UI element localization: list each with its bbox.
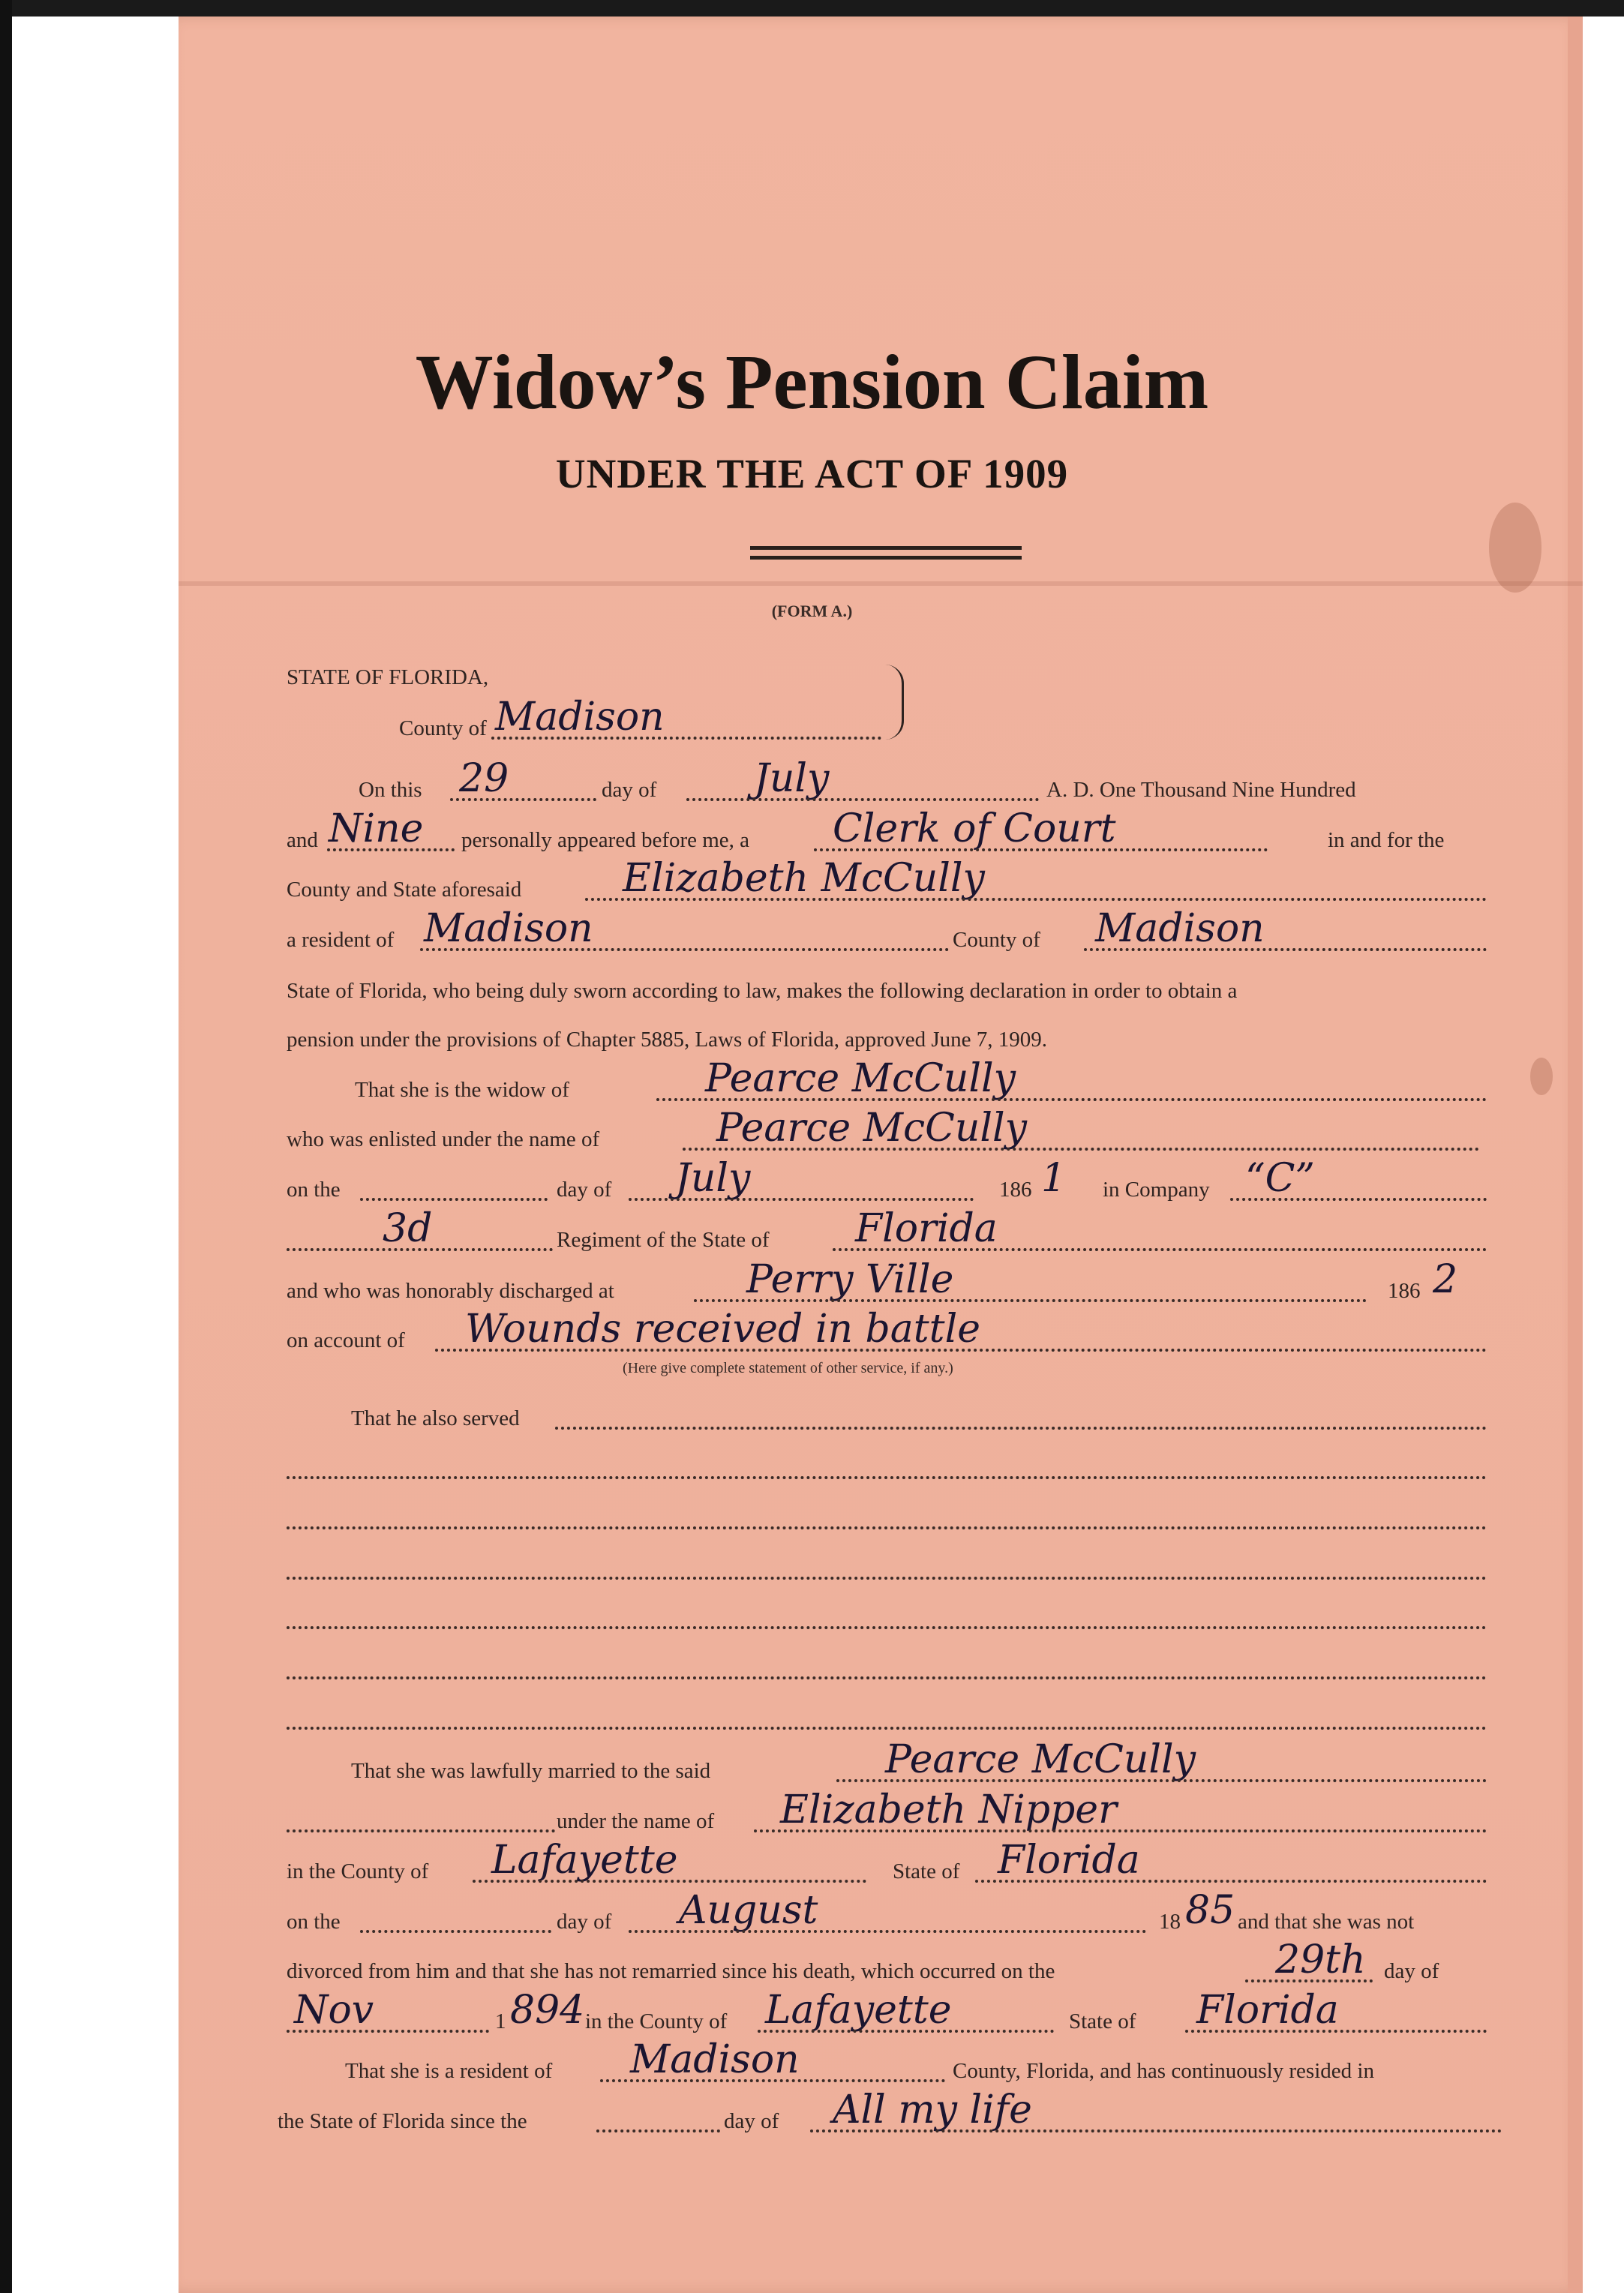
on-the-label: on the — [287, 1910, 341, 1934]
fill-line — [360, 1930, 551, 1933]
month-value: July — [754, 756, 830, 801]
page-title: Widow’s Pension Claim — [415, 339, 1209, 425]
fill-line — [686, 798, 1039, 801]
death-state-label: State of — [1069, 2009, 1136, 2033]
death-month: Nov — [294, 1988, 374, 2033]
discharged-label: and who was honorably discharged at — [287, 1279, 614, 1303]
blank-line — [287, 1526, 1487, 1529]
fill-line — [287, 2030, 489, 2033]
fill-line — [656, 1098, 1487, 1101]
not-divorced-text: and that she was not — [1238, 1910, 1415, 1934]
widow-label: That she is the widow of — [355, 1078, 569, 1102]
death-year-prefix: 1 — [495, 2009, 506, 2033]
discharged-place: Perry Ville — [746, 1257, 954, 1302]
residence-label: That she is a resident of — [345, 2059, 553, 2083]
blank-line — [287, 1577, 1487, 1580]
fill-line — [555, 1427, 1487, 1430]
year-value: Nine — [329, 806, 424, 851]
account-value: Wounds received in battle — [465, 1307, 980, 1352]
declaration-text: pension under the provisions of Chapter 5885, Laws of Florida, approved June 7, 1909. — [287, 1028, 1048, 1052]
death-county: Lafayette — [765, 1988, 952, 2033]
fill-line — [683, 1148, 1479, 1151]
and-label: and — [287, 828, 318, 852]
fill-line — [836, 1779, 1487, 1782]
day-of-label: day of — [602, 778, 657, 802]
since-value: All my life — [833, 2087, 1032, 2132]
fill-line — [287, 1829, 555, 1832]
company-label: in Company — [1103, 1178, 1210, 1202]
other-service-note: (Here give complete statement of other service, if any.) — [623, 1360, 953, 1376]
venue-brace — [885, 665, 904, 740]
regiment-label: Regiment of the State of — [557, 1228, 770, 1252]
title-divider — [750, 556, 1022, 560]
maiden-name: Elizabeth Nipper — [780, 1787, 1117, 1832]
officer-value: Clerk of Court — [833, 806, 1116, 851]
county-value: Madison — [495, 695, 665, 740]
title-divider — [750, 546, 1022, 550]
death-county-label: in the County of — [585, 2009, 728, 2033]
paper-stain — [1530, 1058, 1553, 1095]
fill-line — [694, 1299, 1367, 1302]
resident-value: Madison — [424, 906, 593, 951]
scan-top-edge — [0, 0, 1624, 17]
fill-line — [491, 737, 881, 740]
fill-line — [814, 848, 1268, 851]
appeared-text: personally appeared before me, a — [461, 828, 750, 852]
fill-line — [435, 1349, 1487, 1352]
fill-line — [1245, 1979, 1373, 1982]
marriage-year: 85 — [1185, 1888, 1235, 1933]
fill-line — [1084, 948, 1487, 951]
in-and-for-text: in and for the — [1328, 828, 1445, 852]
marriage-county: Lafayette — [491, 1838, 678, 1883]
residence-text: County, Florida, and has continuously resided in — [953, 2059, 1374, 2083]
fill-line — [585, 898, 1487, 901]
husband-name: Pearce McCully — [705, 1056, 1016, 1101]
company-value: “C” — [1245, 1156, 1315, 1201]
fill-line — [1185, 2030, 1487, 2033]
blank-line — [287, 1476, 1487, 1479]
county-of-label: County of — [953, 928, 1040, 952]
day-value: 29 — [459, 756, 509, 801]
year-prefix: 186 — [999, 1178, 1032, 1202]
on-this-label: On this — [359, 778, 422, 802]
on-the-label: on the — [287, 1178, 341, 1202]
fill-line — [600, 2079, 945, 2082]
form-label: (FORM A.) — [771, 602, 853, 620]
fill-line — [810, 2129, 1502, 2132]
death-state: Florida — [1196, 1988, 1339, 2033]
married-name: Pearce McCully — [885, 1737, 1196, 1782]
blank-line — [287, 1727, 1487, 1730]
since-label: the State of Florida since the — [278, 2109, 527, 2133]
state-label: State of — [893, 1859, 960, 1883]
claimant-name: Elizabeth McCully — [623, 856, 985, 901]
ad-text: A. D. One Thousand Nine Hundred — [1046, 778, 1356, 802]
married-label: That she was lawfully married to the said — [351, 1759, 711, 1783]
since-day-of-label: day of — [724, 2109, 779, 2133]
marriage-state: Florida — [998, 1838, 1140, 1883]
page-subtitle: UNDER THE ACT OF 1909 — [555, 451, 1069, 497]
enlist-year: 1 — [1041, 1156, 1067, 1201]
fill-line — [596, 2129, 720, 2132]
fill-line — [754, 1829, 1487, 1832]
fill-line — [629, 1930, 1146, 1933]
enlisted-name: Pearce McCully — [716, 1106, 1027, 1151]
paper-stain — [1489, 503, 1541, 593]
fill-line — [420, 948, 949, 951]
fill-line — [629, 1198, 974, 1201]
marriage-year-prefix: 18 — [1159, 1910, 1181, 1934]
discharged-year-prefix: 186 — [1388, 1279, 1421, 1303]
divorced-text: divorced from him and that she has not remarried since his death, which occurred on the — [287, 1959, 1055, 1983]
death-day: 29th — [1275, 1937, 1366, 1982]
fill-line — [975, 1880, 1487, 1883]
fill-line — [360, 1198, 548, 1201]
day-of-label: day of — [557, 1178, 612, 1202]
fill-line — [833, 1248, 1487, 1251]
paper-fold — [179, 581, 1583, 586]
discharged-year: 2 — [1433, 1257, 1458, 1302]
resident-label: a resident of — [287, 928, 395, 952]
state-label: STATE OF FLORIDA, — [287, 665, 489, 689]
fill-line — [1230, 1198, 1487, 1201]
fill-line — [327, 848, 455, 851]
also-served-label: That he also served — [351, 1406, 520, 1430]
residence-value: Madison — [630, 2037, 800, 2082]
county-state-text: County and State aforesaid — [287, 878, 522, 902]
regiment-value: 3d — [383, 1206, 433, 1251]
fill-line — [450, 798, 596, 801]
death-day-of-label: day of — [1384, 1959, 1439, 1983]
enlist-month: July — [675, 1156, 751, 1201]
fill-line — [758, 2030, 1054, 2033]
death-year: 894 — [510, 1988, 585, 2033]
regiment-state: Florida — [855, 1206, 998, 1251]
declaration-text: State of Florida, who being duly sworn according to law, makes the following declaration in order to obtain a — [287, 979, 1238, 1003]
marriage-month: August — [679, 1888, 818, 1933]
under-name-label: under the name of — [557, 1809, 715, 1833]
account-label: on account of — [287, 1328, 405, 1352]
county-label: in the County of — [287, 1859, 429, 1883]
enlisted-label: who was enlisted under the name of — [287, 1127, 600, 1151]
blank-line — [287, 1626, 1487, 1629]
resident-county-value: Madison — [1095, 906, 1265, 951]
day-of-label: day of — [557, 1910, 612, 1934]
fill-line — [473, 1880, 866, 1883]
blank-line — [287, 1676, 1487, 1679]
county-label: County of — [399, 716, 487, 740]
